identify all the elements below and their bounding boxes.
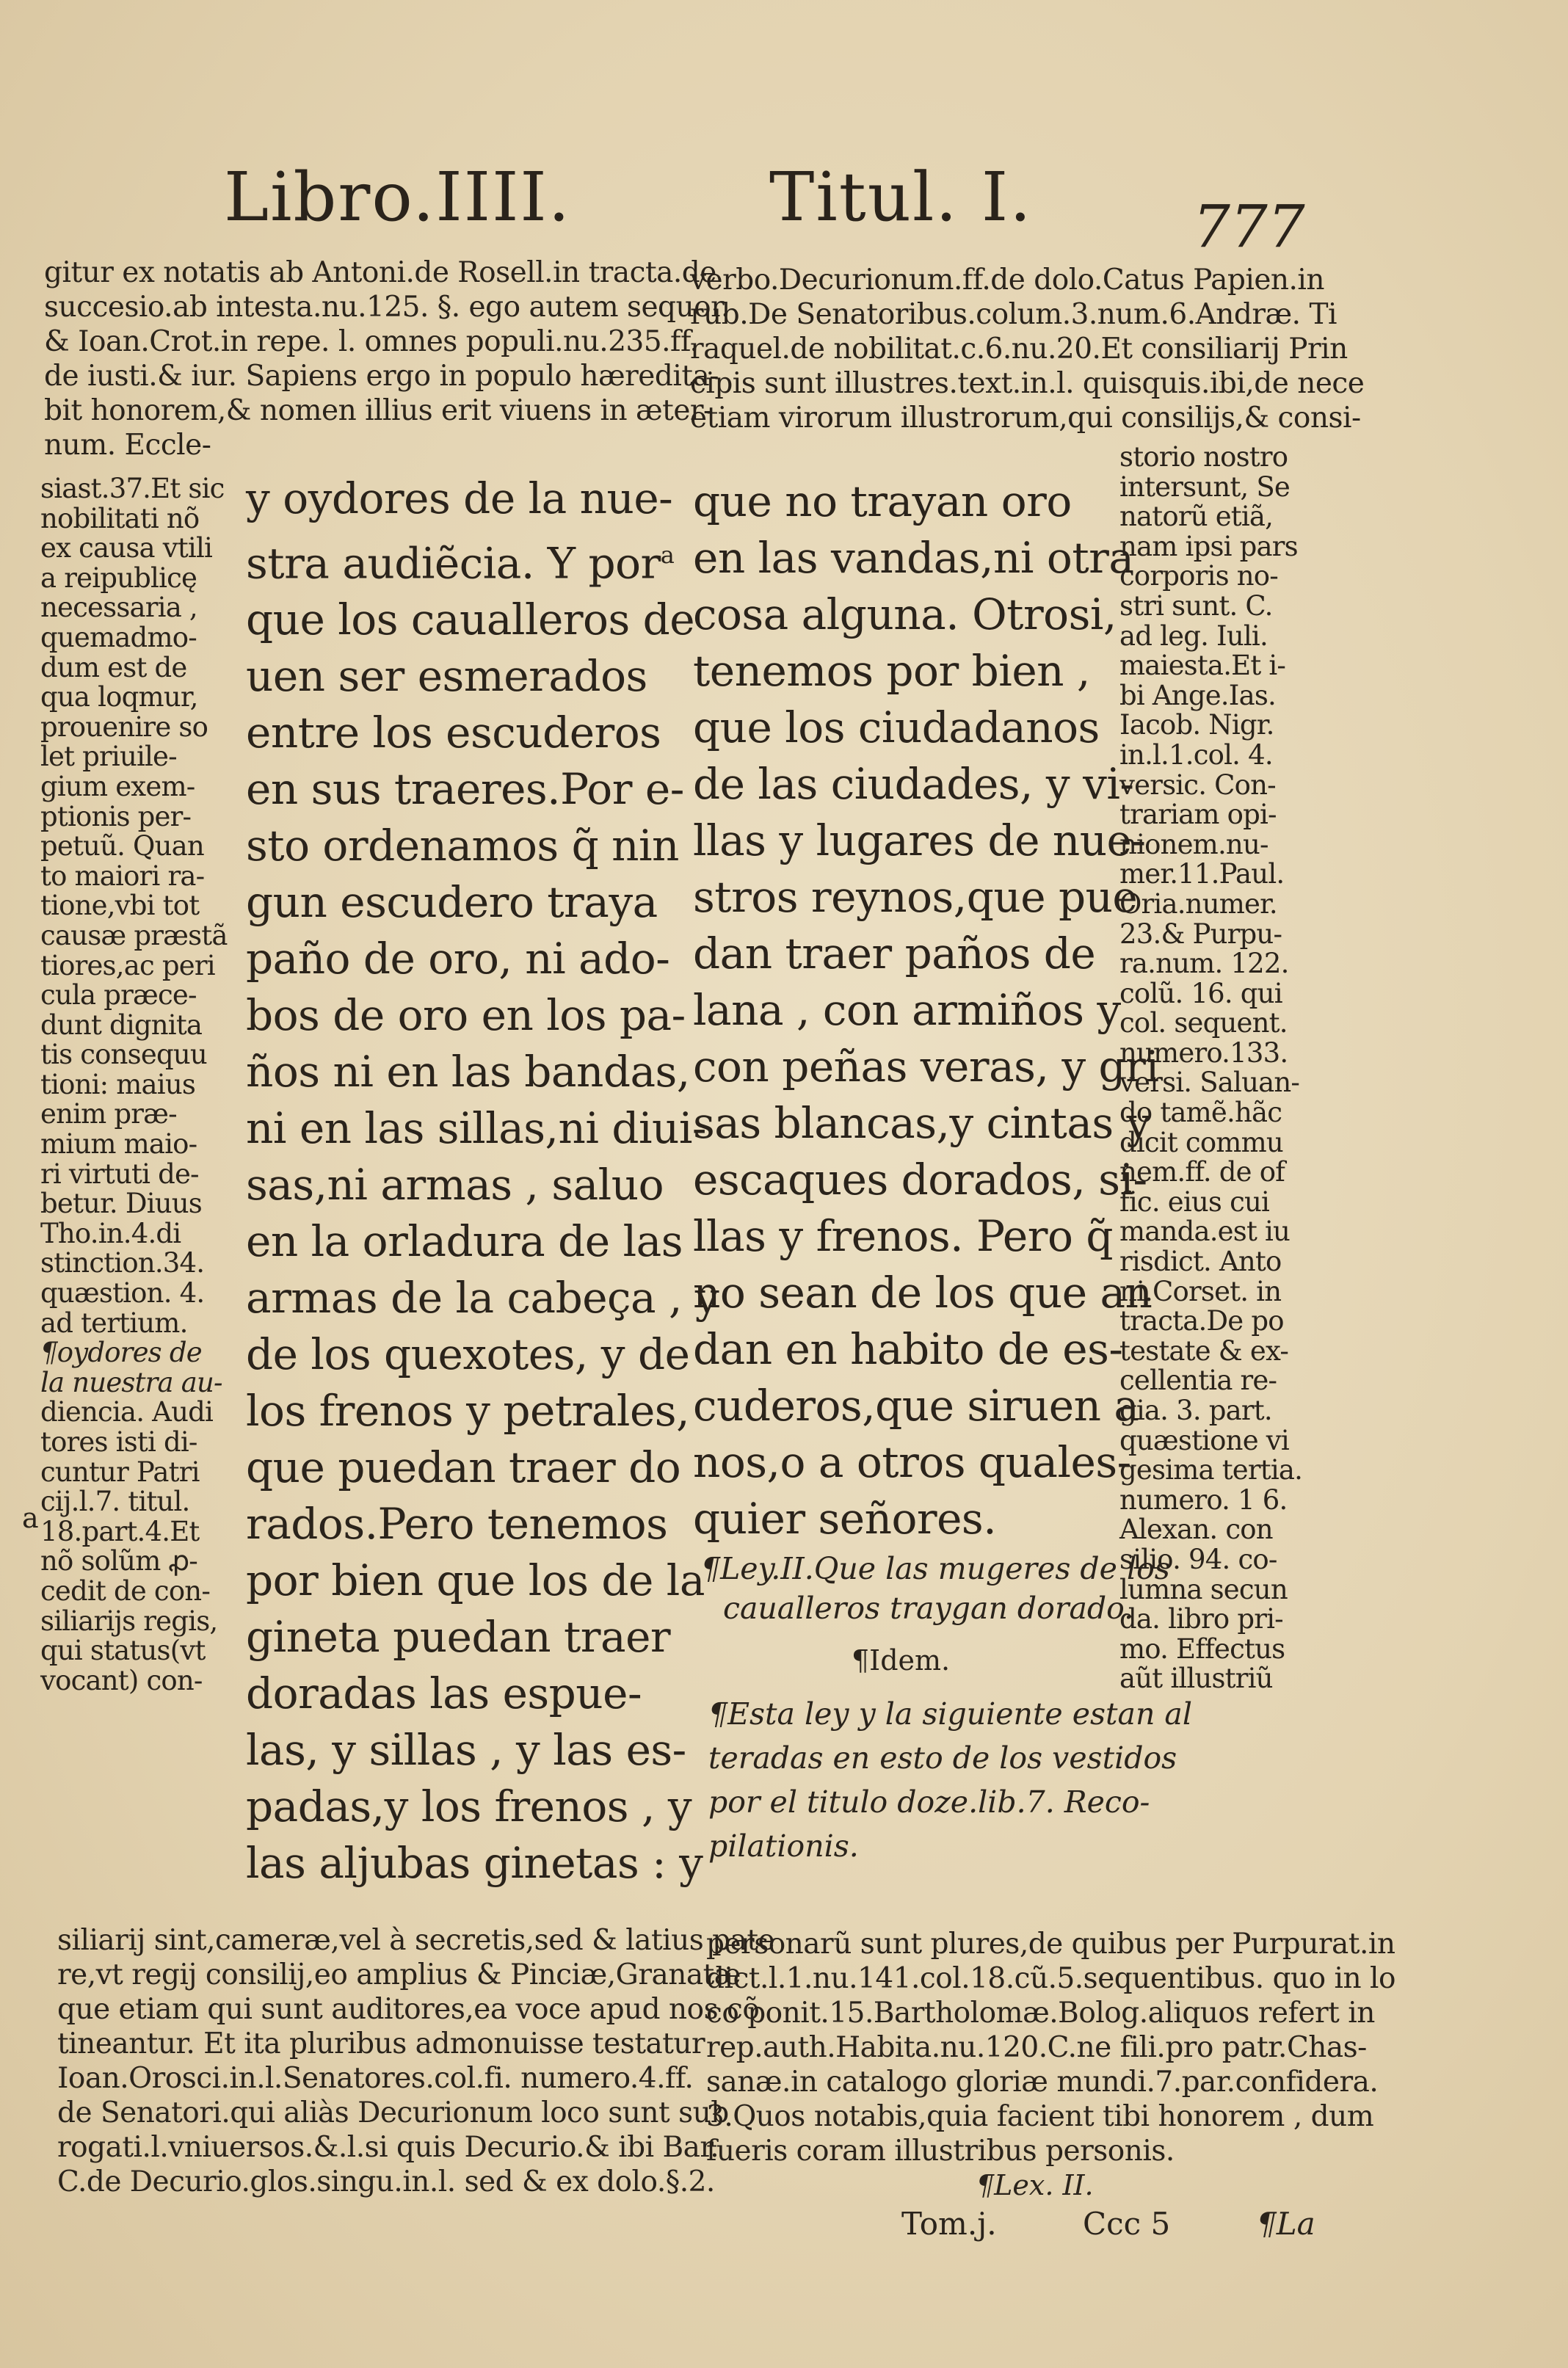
margin-line: cellentia re- bbox=[1119, 1365, 1277, 1397]
gloss-line: de Senatori.qui aliàs Decurionum loco sunt sub bbox=[57, 2096, 729, 2129]
text-line: armas de la cabeça , y bbox=[246, 1273, 719, 1323]
margin-line: nobilitati nõ bbox=[40, 502, 200, 534]
top-left-gloss bbox=[44, 255, 730, 462]
margin-line: numero. 1 6. bbox=[1119, 1483, 1288, 1516]
text-line: las, y sillas , y las es- bbox=[246, 1725, 686, 1776]
margin-line: col. sequent. bbox=[1119, 1007, 1288, 1039]
margin-line: vocant) con- bbox=[40, 1664, 203, 1696]
margin-line: versic. Con- bbox=[1119, 769, 1276, 801]
margin-line: intersunt, Se bbox=[1119, 471, 1290, 503]
signature-mark: Ccc 5 bbox=[1083, 2206, 1171, 2242]
margin-line: dunt dignita bbox=[40, 1009, 203, 1041]
ley-note-line: teradas en esto de los vestidos bbox=[708, 1740, 1177, 1776]
margin-line: quemadmo- bbox=[40, 621, 197, 653]
margin-line: 18.part.4.Et bbox=[40, 1515, 200, 1547]
margin-line: necessaria , bbox=[40, 592, 197, 624]
margin-line: bi Ange.Ias. bbox=[1119, 679, 1276, 711]
left-margin-note bbox=[40, 474, 228, 1696]
margin-line: tracta.De po bbox=[1119, 1305, 1284, 1337]
text-line: de las ciudades, y vi- bbox=[693, 759, 1134, 809]
margin-line: trariam opi- bbox=[1119, 799, 1277, 831]
text-line: stros reynos,que pue bbox=[693, 872, 1138, 922]
margin-line: fic. eius cui bbox=[1119, 1185, 1270, 1218]
ley-note-line: por el titulo doze.lib.7. Reco- bbox=[708, 1784, 1150, 1820]
text-line: entre los escuderos bbox=[246, 708, 661, 758]
margin-line: mer.11.Paul. bbox=[1119, 858, 1285, 890]
bottom-right-gloss bbox=[706, 1927, 1395, 2168]
text-line: que los ciudadanos bbox=[693, 702, 1100, 752]
margin-line: qui status(vt bbox=[40, 1635, 206, 1667]
margin-line: nõ solũm ꝓ- bbox=[40, 1545, 197, 1577]
text-line: no sean de los que an bbox=[693, 1268, 1153, 1318]
gloss-line: verbo.Decurionum.ff.de dolo.Catus Papien.in bbox=[690, 264, 1325, 297]
margin-line: risdict. Anto bbox=[1119, 1246, 1282, 1278]
text-line: llas y frenos. Pero q̃ bbox=[693, 1211, 1113, 1261]
footnote-reference: a bbox=[660, 541, 675, 569]
text-line: que no trayan oro bbox=[693, 476, 1072, 526]
text-line: padas,y los frenos , y bbox=[246, 1782, 692, 1832]
gloss-line: co ponit.15.Bartholomæ.Bolog.aliquos refert in bbox=[706, 1997, 1375, 2030]
text-line: sto ordenamos q̃ nin bbox=[246, 821, 679, 871]
text-line: llas y lugares de nue- bbox=[693, 816, 1146, 865]
text-line: sas blancas,y cintas y bbox=[693, 1098, 1150, 1148]
gloss-line: gitur ex notatis ab Antoni.de Rosell.in tracta.de bbox=[44, 256, 716, 289]
main-column-1 bbox=[246, 471, 719, 1892]
text-line: en sus traeres.Por e- bbox=[246, 764, 684, 815]
margin-line: betur. Diuus bbox=[40, 1188, 202, 1220]
margin-line: prouenire so bbox=[40, 711, 208, 743]
margin-line: 23.& Purpu- bbox=[1119, 918, 1282, 950]
margin-line: nam ipsi pars bbox=[1119, 530, 1298, 562]
margin-line: ad leg. Iuli. bbox=[1119, 620, 1268, 652]
text-line: ni en las sillas,ni diui- bbox=[246, 1103, 707, 1154]
gloss-line: bit honorem,& nomen illius erit viuens in æter- bbox=[44, 394, 713, 427]
margin-line: tiores,ac peri bbox=[40, 949, 215, 981]
margin-line: enim præ- bbox=[40, 1098, 177, 1130]
ley-heading-line: caualleros traygan dorado. bbox=[723, 1591, 1134, 1626]
margin-line: nem.ff. de of bbox=[1119, 1156, 1285, 1188]
text-line: tenemos por bien , bbox=[693, 646, 1090, 696]
text-line: que los caualleros de bbox=[246, 595, 695, 645]
text-line: gineta puedan traer bbox=[246, 1612, 671, 1663]
margin-line: ad tertium. bbox=[40, 1307, 188, 1339]
margin-line: silio. 94. co- bbox=[1119, 1543, 1277, 1575]
margin-line: siliarijs regis, bbox=[40, 1605, 218, 1637]
gloss-line: & Ioan.Crot.in repe. l. omnes populi.nu.235.ff. bbox=[44, 325, 699, 358]
text-line: de los quexotes, y de bbox=[246, 1329, 690, 1380]
gloss-line: 3.Quos notabis,quia facient tibi honorem , dum bbox=[706, 2100, 1374, 2133]
gloss-line: rub.De Senatoribus.colum.3.num.6.Andræ. Ti bbox=[690, 298, 1337, 331]
margin-line: dicit commu bbox=[1119, 1126, 1283, 1158]
margin-line: cula præce- bbox=[40, 979, 197, 1012]
text-line: y oydores de la nue- bbox=[246, 473, 673, 523]
margin-line: do tamẽ.hãc bbox=[1119, 1097, 1282, 1129]
margin-line: siast.37.Et sic bbox=[40, 473, 225, 504]
text-line: doradas las espue- bbox=[246, 1668, 642, 1719]
text-line: rados.Pero tenemos bbox=[246, 1499, 668, 1550]
text-line: escaques dorados, si- bbox=[693, 1155, 1147, 1205]
text-line: dan en habito de es- bbox=[693, 1324, 1123, 1374]
margin-line: ri virtuti de- bbox=[40, 1158, 199, 1190]
text-line: bos de oro en los pa- bbox=[246, 990, 686, 1041]
gloss-line: siliarij sint,cameræ,vel à secretis,sed & latius pate bbox=[57, 1924, 775, 1957]
margin-line: lumna secun bbox=[1119, 1573, 1288, 1605]
gloss-line: raquel.de nobilitat.c.6.nu.20.Et consiliarij Prin bbox=[690, 333, 1348, 366]
margin-line: manda.est iu bbox=[1119, 1216, 1291, 1248]
text-line: sas,ni armas , saluo bbox=[246, 1160, 664, 1210]
gloss-line: re,vt regij consilij,eo amplius & Pinciæ,Granatæ bbox=[57, 1958, 741, 1991]
text-line: con peñas veras, y gri bbox=[693, 1042, 1159, 1092]
ley-heading bbox=[701, 1549, 1170, 1628]
margin-line: storio nostro bbox=[1119, 441, 1288, 473]
margin-line: to maiori ra- bbox=[40, 860, 205, 892]
gloss-line: C.de Decurio.glos.singu.in.l. sed & ex dolo.§.2. bbox=[57, 2165, 715, 2198]
margin-line: petuũ. Quan bbox=[40, 830, 204, 862]
margin-line: stri sunt. C. bbox=[1119, 589, 1273, 622]
margin-line: nionem.nu- bbox=[1119, 828, 1268, 860]
running-head-center: Titul. I. bbox=[769, 158, 1033, 236]
margin-line: ptionis per- bbox=[40, 800, 192, 832]
text-line: uen ser esmerados bbox=[246, 651, 647, 702]
gloss-line: de iusti.& iur. Sapiens ergo in populo hæredita- bbox=[44, 360, 719, 393]
footnote-marker: a bbox=[22, 1502, 39, 1534]
margin-line: dum est de bbox=[40, 651, 187, 683]
margin-line: Alexan. con bbox=[1119, 1514, 1273, 1546]
gloss-line: personarũ sunt plures,de quibus per Purpurat.in bbox=[706, 1928, 1395, 1961]
main-column-2 bbox=[693, 473, 1158, 1547]
margin-line: natorũ etiã, bbox=[1119, 501, 1274, 533]
ley-note-line: pilationis. bbox=[708, 1828, 859, 1864]
catchword: ¶La bbox=[1257, 2206, 1315, 2242]
margin-line: a reipublicę bbox=[40, 562, 197, 594]
text-line: en las vandas,ni otra bbox=[693, 533, 1134, 583]
margin-line: versi. Saluan- bbox=[1119, 1067, 1300, 1099]
page-number: 777 bbox=[1193, 192, 1305, 261]
margin-line: quæstione vi bbox=[1119, 1424, 1289, 1456]
ley-heading-line: ¶Ley.II.Que las mugeres de los bbox=[701, 1551, 1170, 1586]
margin-line: tione,vbi tot bbox=[40, 890, 200, 922]
margin-line: cuntur Patri bbox=[40, 1456, 200, 1488]
text-line: los frenos y petrales, bbox=[246, 1386, 690, 1437]
gloss-line: rep.auth.Habita.nu.120.C.ne fili.pro patr.Chas- bbox=[706, 2031, 1367, 2064]
margin-line: colũ. 16. qui bbox=[1119, 977, 1282, 1009]
lex-catchword: ¶Lex. II. bbox=[976, 2169, 1094, 2201]
text-line: dan traer paños de bbox=[693, 929, 1096, 978]
margin-line: da. libro pri- bbox=[1119, 1603, 1283, 1635]
running-head-left: Libro.IIII. bbox=[224, 158, 572, 236]
idem-label: ¶Idem. bbox=[852, 1644, 951, 1677]
margin-line: causæ præstã bbox=[40, 919, 228, 951]
margin-line: maiesta.Et i- bbox=[1119, 650, 1286, 682]
margin-line: quæstion. 4. bbox=[40, 1277, 205, 1310]
tome-label: Tom.j. bbox=[901, 2206, 997, 2242]
gloss-line: que etiam qui sunt auditores,ea voce apud nos cõ bbox=[57, 1993, 760, 2026]
top-right-gloss bbox=[690, 263, 1364, 435]
gloss-line: Ioan.Orosci.in.l.Senatores.col.fi. numero.4.ff. bbox=[57, 2062, 694, 2095]
ley-note bbox=[708, 1692, 1192, 1868]
margin-line: gesima tertia. bbox=[1119, 1454, 1303, 1486]
gloss-line: tineantur. Et ita pluribus admonuisse testatur bbox=[57, 2027, 705, 2060]
margin-line: Oria.numer. bbox=[1119, 887, 1277, 920]
margin-line: diencia. Audi bbox=[40, 1396, 214, 1428]
gloss-line: cipis sunt illustres.text.in.l. quisquis.ibi,de nece bbox=[690, 367, 1365, 400]
margin-line: la nuestra au- bbox=[40, 1366, 222, 1398]
margin-line: Tho.in.4.di bbox=[40, 1217, 181, 1249]
margin-line: qua loqmur, bbox=[40, 681, 198, 713]
gloss-line: num. Eccle- bbox=[44, 429, 211, 462]
right-margin-note bbox=[1119, 443, 1302, 1694]
margin-line: in.l.1.col. 4. bbox=[1119, 738, 1273, 771]
margin-line: testate & ex- bbox=[1119, 1334, 1289, 1367]
margin-line: tis consequu bbox=[40, 1039, 207, 1071]
text-line: en la orladura de las bbox=[246, 1216, 683, 1267]
margin-line: gium exem- bbox=[40, 770, 195, 802]
text-line: lana , con armiños y bbox=[693, 985, 1121, 1035]
text-line: nos,o a otros quales- bbox=[693, 1437, 1131, 1487]
text-line: cosa alguna. Otrosi, bbox=[693, 589, 1117, 639]
gloss-line: fueris coram illustribus personis. bbox=[706, 2135, 1175, 2168]
text-line: ños ni en las bandas, bbox=[246, 1047, 690, 1097]
margin-line: corporis no- bbox=[1119, 560, 1278, 592]
ley-note-line: ¶Esta ley y la siguiente estan al bbox=[708, 1696, 1192, 1732]
text-line: cuderos,que siruen a bbox=[693, 1381, 1139, 1431]
margin-line: gia. 3. part. bbox=[1119, 1395, 1272, 1426]
text-line: stra audiẽcia. Y por$^a$ bbox=[246, 538, 675, 589]
margin-line: mium maio- bbox=[40, 1128, 197, 1161]
margin-line: numero.133. bbox=[1119, 1036, 1288, 1069]
gloss-line: dict.l.1.nu.141.col.18.cũ.5.sequentibus. quo in lo bbox=[706, 1962, 1395, 1995]
margin-line: stinction.34. bbox=[40, 1247, 205, 1279]
margin-line: cij.l.7. titul. bbox=[40, 1486, 190, 1518]
margin-line: ni.Corset. in bbox=[1119, 1275, 1282, 1307]
gloss-line: sanæ.in catalogo gloriæ mundi.7.par.confidera. bbox=[706, 2066, 1379, 2099]
text-line: paño de oro, ni ado- bbox=[246, 934, 670, 984]
margin-line: ra.num. 122. bbox=[1119, 948, 1289, 980]
gloss-line: succesio.ab intesta.nu.125. §. ego autem sequor. bbox=[44, 291, 730, 324]
text-line: gun escudero traya bbox=[246, 877, 658, 928]
gloss-line: rogati.l.vniuersos.&.l.si quis Decurio.& ibi Bar. bbox=[57, 2131, 719, 2164]
margin-line: tores isti di- bbox=[40, 1426, 197, 1458]
margin-line: ¶oydores de bbox=[40, 1337, 202, 1369]
margin-line: ex causa vtili bbox=[40, 532, 213, 564]
text-line: que puedan traer do bbox=[246, 1442, 681, 1493]
margin-line: mo. Effectus bbox=[1119, 1632, 1285, 1665]
bottom-left-gloss bbox=[57, 1923, 774, 2199]
margin-line: aũt illustriũ bbox=[1119, 1663, 1273, 1695]
margin-line: let priuile- bbox=[40, 741, 177, 773]
gloss-line: etiam virorum illustrorum,qui consilijs,& consi- bbox=[690, 402, 1361, 435]
margin-line: Iacob. Nigr. bbox=[1119, 709, 1274, 741]
margin-line: cedit de con- bbox=[40, 1575, 211, 1607]
text-line: por bien que los de la bbox=[246, 1555, 705, 1606]
text-line: las aljubas ginetas : y bbox=[246, 1838, 703, 1889]
text-line: quier señores. bbox=[693, 1494, 997, 1544]
margin-line: tioni: maius bbox=[40, 1068, 196, 1100]
